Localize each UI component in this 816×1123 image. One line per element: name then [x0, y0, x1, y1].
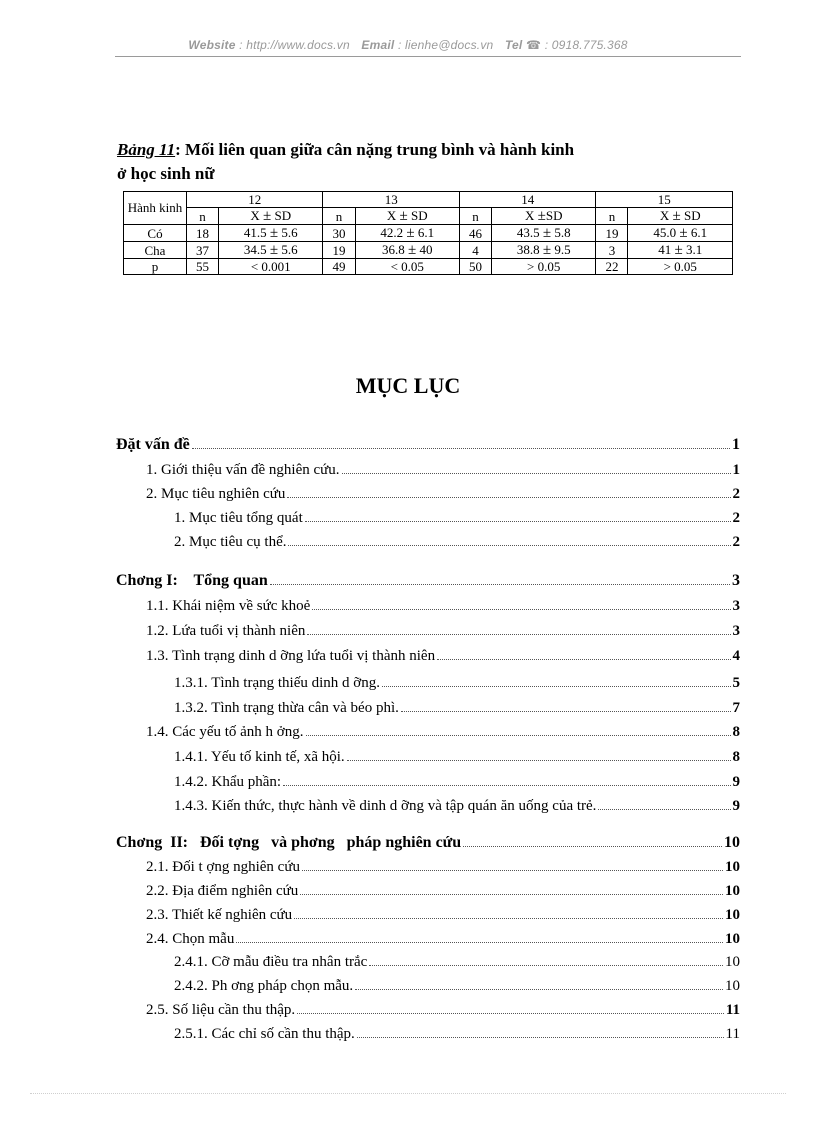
- mean-sd-header: X ±SD: [491, 208, 595, 225]
- mean-sd-cell: 41 ± 3.1: [628, 242, 733, 259]
- mean-sd-cell: 38.8 ± 9.5: [491, 242, 595, 259]
- toc-entry[interactable]: 2.3. Thiết kế nghiên cứu 10: [146, 907, 740, 923]
- website-value: : http://www.docs.vn: [239, 38, 350, 52]
- toc-entry[interactable]: 2.5. Số liệu cần thu thập. 11: [146, 1002, 740, 1018]
- website-label: Website: [188, 38, 236, 52]
- p-value-cell: < 0.05: [355, 259, 459, 275]
- caption-text: : Mối liên quan giữa cân nặng trung bình và hành kinh: [175, 140, 575, 159]
- email-label: Email: [361, 38, 395, 52]
- age-header: 12: [187, 192, 323, 208]
- toc-entry[interactable]: 2.4.1. Cỡ mẫu điều tra nhân trắc 10: [174, 954, 740, 970]
- row-label: p: [124, 259, 187, 275]
- caption-line-2: ở học sinh nữ: [117, 164, 215, 183]
- n-cell: 50: [459, 259, 491, 275]
- n-cell: 30: [323, 225, 355, 242]
- caption-label: Bảng 11: [117, 140, 176, 159]
- n-cell: 22: [596, 259, 628, 275]
- toc-entry[interactable]: 2.4. Chọn mẫu 10: [146, 931, 740, 947]
- table-row: [124, 225, 733, 242]
- page-header: [0, 38, 816, 52]
- n-cell: 18: [187, 225, 219, 242]
- n-cell: 3: [596, 242, 628, 259]
- table-row: [124, 242, 733, 259]
- p-value-cell: > 0.05: [491, 259, 595, 275]
- table-header-row: [124, 192, 733, 208]
- toc-entry[interactable]: 1.3. Tình trạng dinh d ỡng lứa tuổi vị thành niên 4: [146, 648, 740, 664]
- toc-entry[interactable]: 1.3.1. Tình trạng thiếu dinh d ỡng. 5: [174, 675, 740, 691]
- toc-entry[interactable]: 1. Giới thiệu vấn đề nghiên cứu. 1: [146, 462, 740, 478]
- n-cell: 55: [187, 259, 219, 275]
- row-label: Cha: [124, 242, 187, 259]
- n-cell: 49: [323, 259, 355, 275]
- mean-sd-cell: 36.8 ± 40: [355, 242, 459, 259]
- toc-entry[interactable]: 1.4.2. Khẩu phần: 9: [174, 774, 740, 790]
- email-value: : lienhe@docs.vn: [397, 38, 494, 52]
- footer-divider: [30, 1093, 786, 1094]
- toc-entry[interactable]: 1.2. Lứa tuổi vị thành niên 3: [146, 623, 740, 639]
- n-cell: 4: [459, 242, 491, 259]
- toc-entry[interactable]: Đặt vấn đề 1: [116, 436, 740, 453]
- n-cell: 19: [323, 242, 355, 259]
- toc-entry[interactable]: Chơng I: Tổng quan 3: [116, 572, 740, 589]
- toc-entry[interactable]: 2. Mục tiêu cụ thể. 2: [174, 534, 740, 550]
- toc-entry[interactable]: 2.1. Đối t ợng nghiên cứu 10: [146, 859, 740, 875]
- age-header: 13: [323, 192, 459, 208]
- p-value-cell: < 0.001: [219, 259, 323, 275]
- toc-entry[interactable]: 2. Mục tiêu nghiên cứu 2: [146, 486, 740, 502]
- toc-entry[interactable]: 2.5.1. Các chỉ số cần thu thập. 11: [174, 1026, 740, 1042]
- table-p-row: [124, 259, 733, 275]
- row-header-cell: Hành kinh: [124, 192, 187, 225]
- n-cell: 19: [596, 225, 628, 242]
- row-label: Có: [124, 225, 187, 242]
- age-header: 14: [459, 192, 595, 208]
- p-value-cell: > 0.05: [628, 259, 733, 275]
- toc-entry[interactable]: 1.4.3. Kiến thức, thực hành về dinh d ỡng và tập quán ăn uống của trẻ. 9: [174, 798, 740, 814]
- tel-label: Tel: [504, 38, 523, 52]
- header-divider: [115, 56, 741, 57]
- mean-sd-cell: 45.0 ± 6.1: [628, 225, 733, 242]
- n-cell: 46: [459, 225, 491, 242]
- toc-entry[interactable]: 1.4.1. Yếu tố kinh tế, xã hội. 8: [174, 749, 740, 765]
- toc-entry[interactable]: 2.4.2. Ph ơng pháp chọn mẫu. 10: [174, 978, 740, 994]
- mean-sd-cell: 42.2 ± 6.1: [355, 225, 459, 242]
- toc-title: MỤC LỤC: [355, 373, 461, 398]
- n-cell: 37: [187, 242, 219, 259]
- n-header: n: [187, 208, 219, 225]
- age-header: 15: [596, 192, 733, 208]
- data-table: [123, 191, 733, 275]
- mean-sd-header: X ± SD: [219, 208, 323, 225]
- table-caption: [117, 138, 574, 186]
- table-subheader-row: [124, 208, 733, 225]
- n-header: n: [596, 208, 628, 225]
- n-header: n: [459, 208, 491, 225]
- toc-entry[interactable]: 2.2. Địa điểm nghiên cứu 10: [146, 883, 740, 899]
- phone-icon: ☎: [526, 38, 542, 52]
- mean-sd-cell: 41.5 ± 5.6: [219, 225, 323, 242]
- toc-entry[interactable]: 1. Mục tiêu tổng quát 2: [174, 510, 740, 526]
- n-header: n: [323, 208, 355, 225]
- toc-entry[interactable]: 1.1. Khái niệm về sức khoẻ 3: [146, 598, 740, 614]
- mean-sd-cell: 43.5 ± 5.8: [491, 225, 595, 242]
- toc-entry[interactable]: 1.3.2. Tình trạng thừa cân và béo phì. 7: [174, 700, 740, 716]
- tel-value: : 0918.775.368: [544, 38, 628, 52]
- mean-sd-cell: 34.5 ± 5.6: [219, 242, 323, 259]
- mean-sd-header: X ± SD: [355, 208, 459, 225]
- toc-entry[interactable]: 1.4. Các yếu tố ảnh h ởng. 8: [146, 724, 740, 740]
- mean-sd-header: X ± SD: [628, 208, 733, 225]
- toc-entry[interactable]: Chơng II: Đối tợng và phơng pháp nghiên cứu 10: [116, 834, 740, 851]
